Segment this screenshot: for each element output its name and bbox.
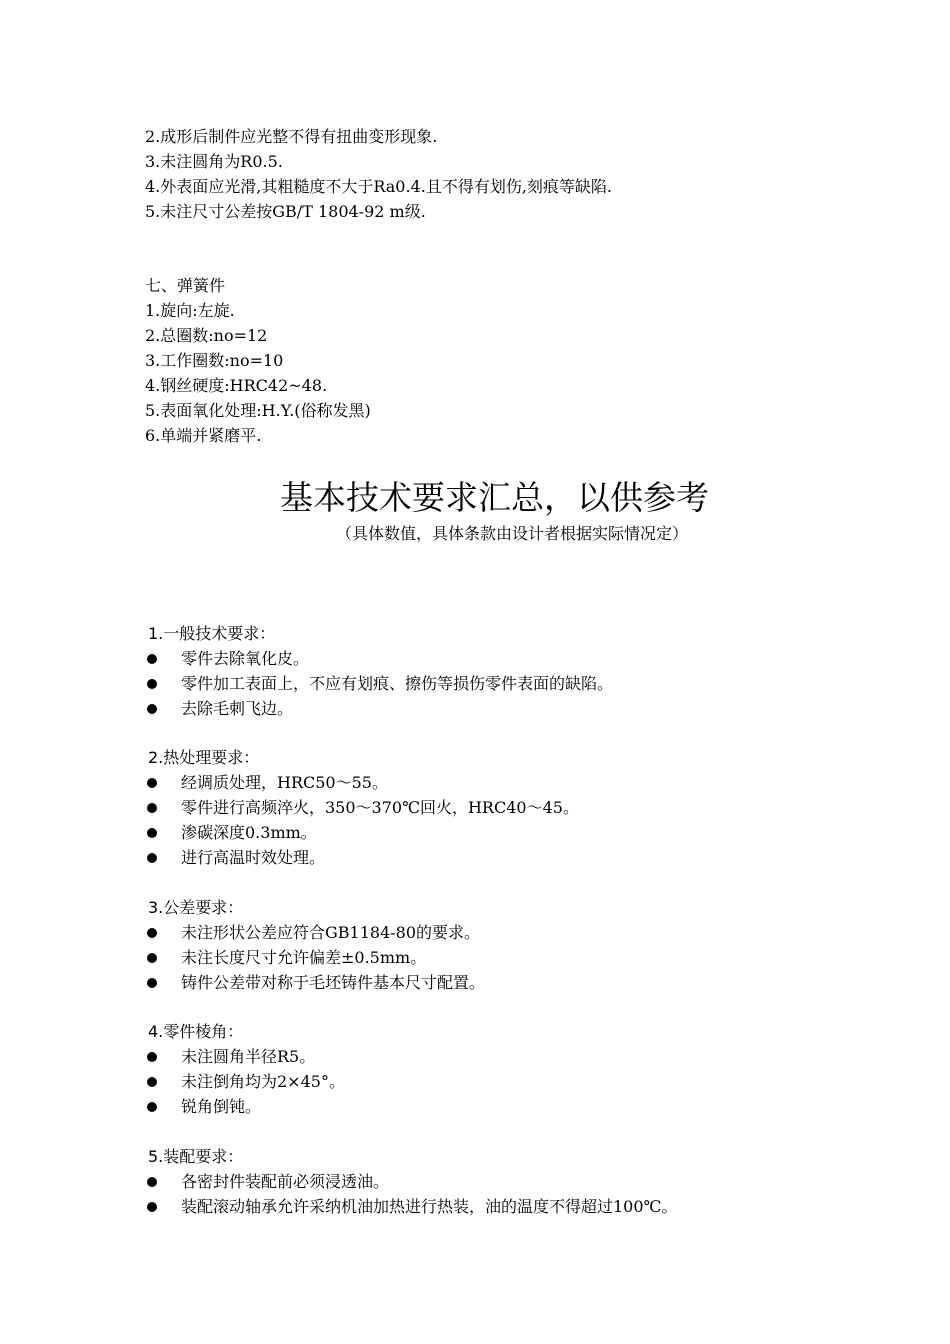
list-item: 4.外表面应光滑,其粗糙度不大于Ra0.4.且不得有划伤,刻痕等缺陷.	[145, 177, 613, 196]
bullet-icon	[145, 923, 159, 943]
section-heading: 4.零件棱角：	[148, 1022, 244, 1041]
list-item: 5.未注尺寸公差按GB/T 1804-92 m级.	[145, 202, 426, 221]
list-item: 零件进行高频淬火，350～370℃回火，HRC40～45。	[181, 798, 579, 817]
section-heading: 3.公差要求：	[148, 898, 244, 917]
list-item: 未注形状公差应符合GB1184-80的要求。	[181, 923, 481, 942]
bullet-icon	[145, 1197, 159, 1217]
list-item: 2.成形后制件应光整不得有扭曲变形现象.	[145, 127, 438, 146]
list-item: 经调质处理，HRC50～55。	[181, 773, 388, 792]
bullet-icon	[145, 1097, 159, 1117]
list-item: 未注长度尺寸允许偏差±0.5mm。	[181, 948, 427, 967]
list-item: 1.旋向:左旋.	[145, 301, 235, 320]
list-item: 4.钢丝硬度:HRC42~48.	[145, 376, 328, 395]
bullet-icon	[145, 798, 159, 818]
list-item: 装配滚动轴承允许采纳机油加热进行热装，油的温度不得超过100℃。	[181, 1197, 678, 1216]
list-item: 锐角倒钝。	[181, 1097, 262, 1116]
bullet-icon	[145, 973, 159, 993]
bullet-icon	[145, 948, 159, 968]
section-heading: 1.一般技术要求：	[148, 624, 276, 643]
bullet-icon	[145, 1047, 159, 1067]
list-item: 零件加工表面上，不应有划痕、擦伤等损伤零件表面的缺陷。	[181, 674, 614, 693]
list-item: 进行高温时效处理。	[181, 848, 326, 867]
spring-heading: 七、弹簧件	[145, 276, 226, 295]
bullet-icon	[145, 649, 159, 669]
list-item: 5.表面氧化处理:H.Y.(俗称发黑)	[145, 401, 371, 420]
bullet-icon	[145, 848, 159, 868]
list-item: 3.工作圈数:no=10	[145, 351, 284, 370]
list-item: 去除毛刺飞边。	[181, 699, 294, 718]
bullet-icon	[145, 674, 159, 694]
bullet-icon	[145, 1072, 159, 1092]
bullet-icon	[145, 699, 159, 719]
list-item: 铸件公差带对称于毛坯铸件基本尺寸配置。	[181, 973, 486, 992]
list-item: 未注倒角均为2×45°。	[181, 1072, 345, 1091]
section-heading: 2.热处理要求：	[148, 748, 260, 767]
list-item: 未注圆角半径R5。	[181, 1047, 316, 1066]
list-item: 6.单端并紧磨平.	[145, 426, 262, 445]
section-heading: 5.装配要求：	[148, 1147, 244, 1166]
list-item: 各密封件装配前必须浸透油。	[181, 1172, 390, 1191]
bullet-icon	[145, 1172, 159, 1192]
list-item: 2.总圈数:no=12	[145, 326, 268, 345]
page-subtitle: （具体数值，具体条款由设计者根据实际情况定）	[336, 524, 689, 543]
bullet-icon	[145, 773, 159, 793]
bullet-icon	[145, 823, 159, 843]
list-item: 渗碳深度0.3mm。	[181, 823, 317, 842]
page-title: 基本技术要求汇总，以供参考	[280, 478, 709, 517]
list-item: 3.未注圆角为R0.5.	[145, 152, 283, 171]
list-item: 零件去除氧化皮。	[181, 649, 310, 668]
